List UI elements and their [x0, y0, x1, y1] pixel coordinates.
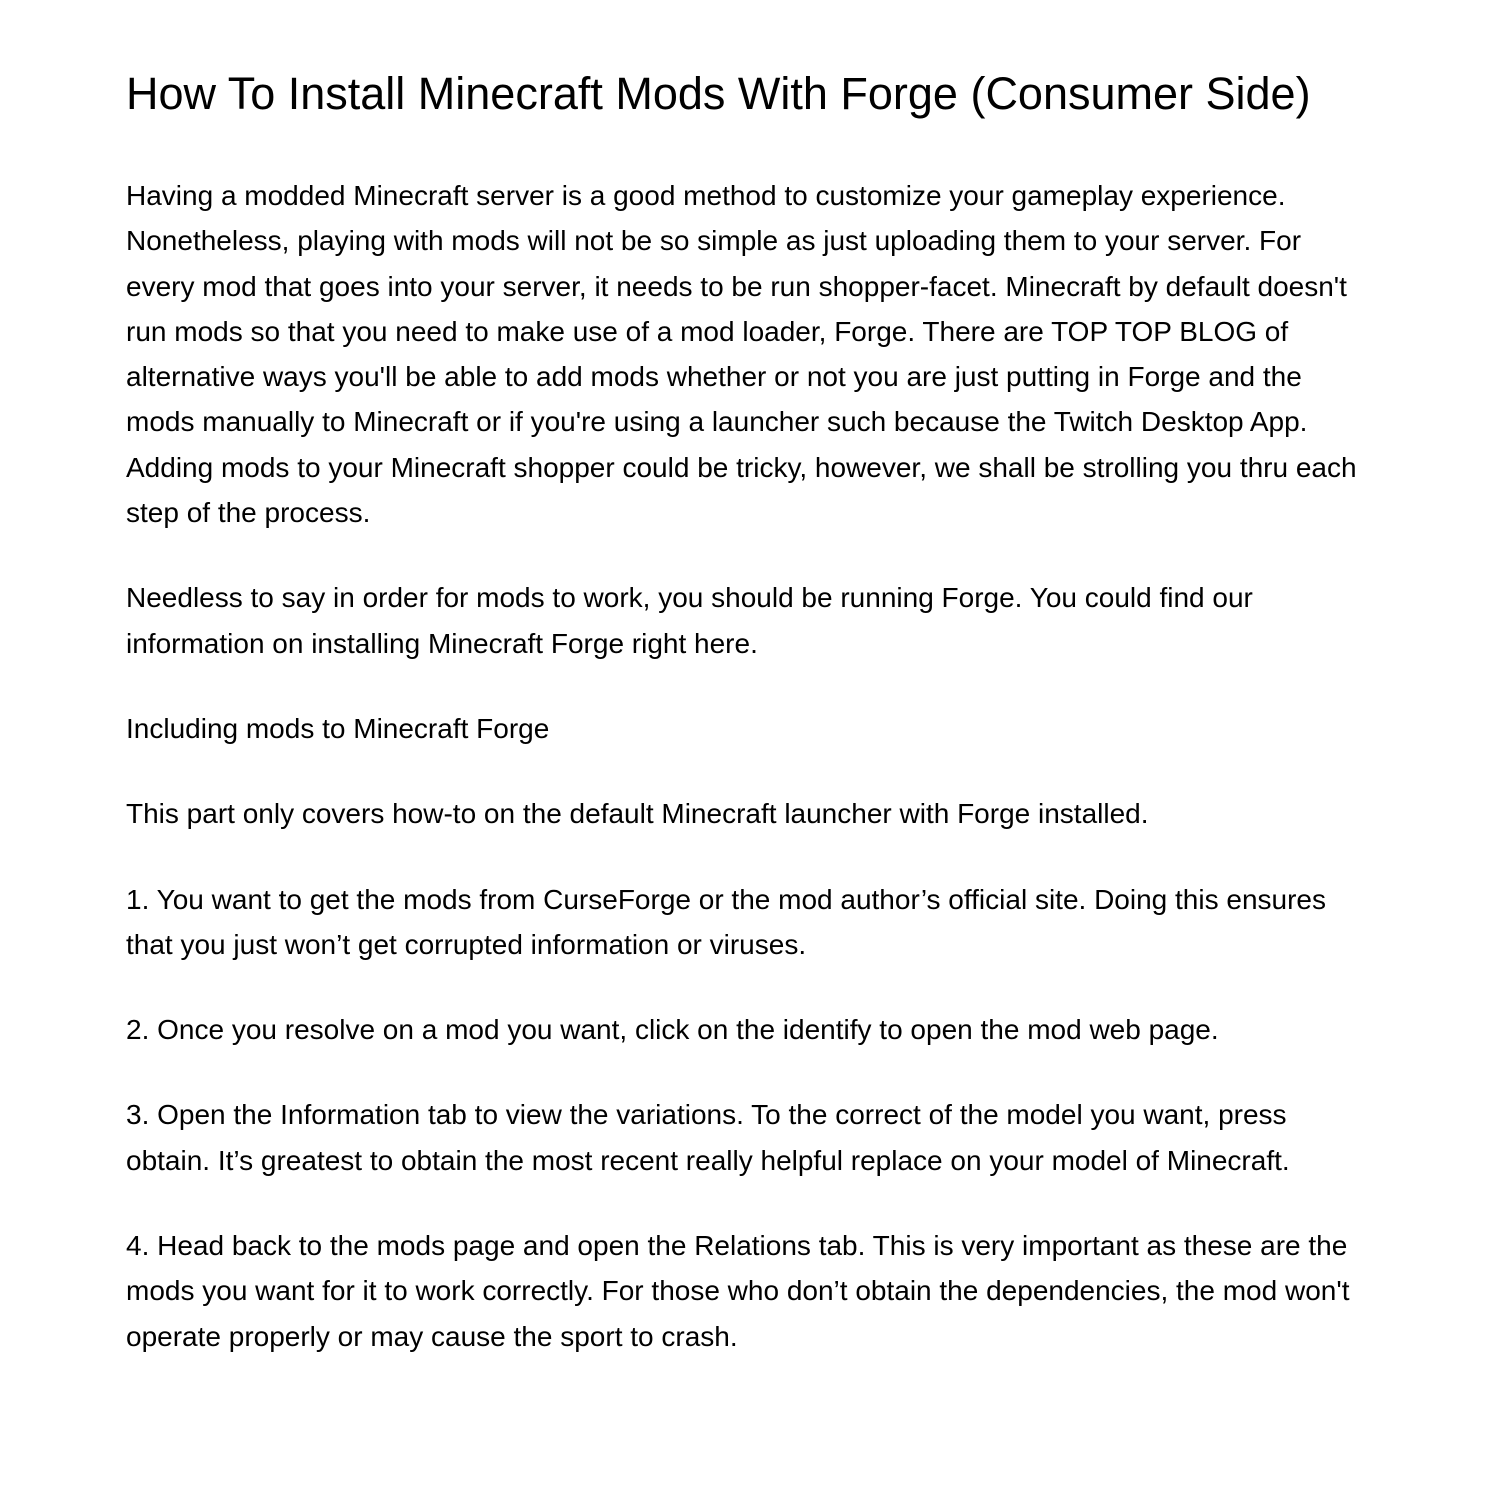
step-3-paragraph: 3. Open the Information tab to view the variations. To the correct of the model you want, press obtain. It’s greatest to obtain the most recent really helpful replace on your model of Minecraft. [126, 1099, 1290, 1176]
forge-requirement-paragraph: Needless to say in order for mods to work, you should be running Forge. You could find our information on installing Minecraft Forge right here. [126, 582, 1253, 659]
step-1-paragraph: 1. You want to get the mods from CurseForge or the mod author’s official site. Doing this ensures that you just won’t get corrupted information or viruses. [126, 883, 1326, 960]
section-heading: Including mods to Minecraft Forge [126, 712, 550, 744]
document-title: How To Install Minecraft Mods With Forge (Consumer Side) [126, 68, 1311, 119]
intro-paragraph: Having a modded Minecraft server is a good method to customize your gameplay experience. Nonetheless, playing with mods will not be so simple as just uploading them to your server. For every mod that goes into your server, it needs to be run shopper-facet. Minecraft by default doesn't run mods so that you need to make use of a mod loader, Forge. There are TOP TOP BLOG of alternative ways you'll be able to add mods whether or not you are just putting in Forge and the mods manually to Minecraft or if you're using a launcher such because the Twitch Desktop App. Adding mods to your Minecraft shopper could be tricky, however, we shall be strolling you thru each step of the process. [126, 180, 1357, 529]
document-page [126, 66, 1376, 1399]
step-2-paragraph: 2. Once you resolve on a mod you want, click on the identify to open the mod web page. [126, 1014, 1219, 1046]
step-4-paragraph: 4. Head back to the mods page and open the Relations tab. This is very important as these are the mods you want for it to work correctly. For those who don’t obtain the dependencies, the mod won't operate properly or may cause the sport to crash. [126, 1230, 1350, 1352]
scope-paragraph: This part only covers how-to on the default Minecraft launcher with Forge installed. [126, 798, 1149, 830]
